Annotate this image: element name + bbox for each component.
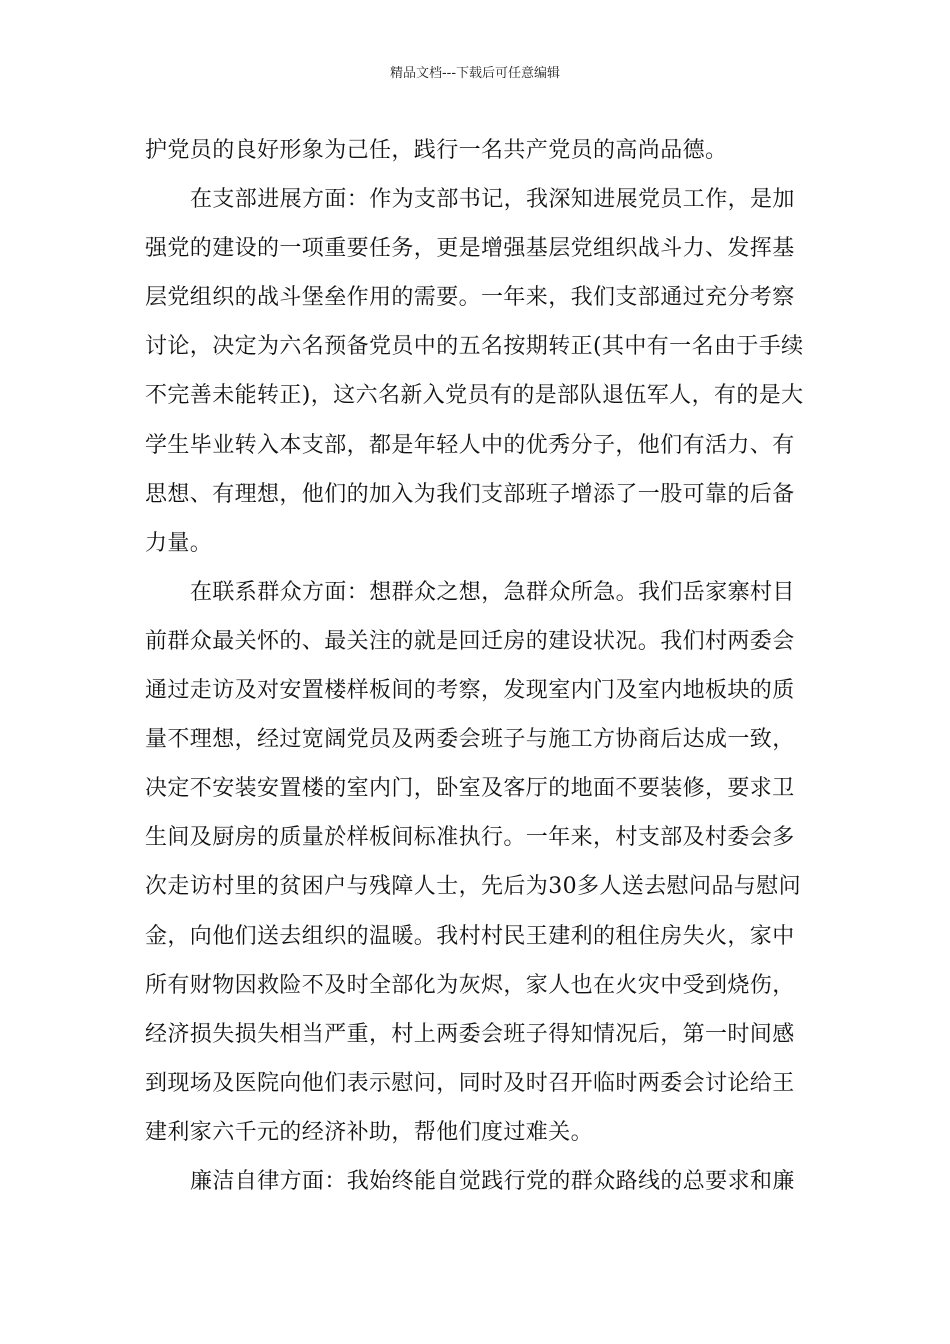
text-line: 到现场及医院向他们表示慰问，同时及时召开临时两委会讨论给王 [145,1070,795,1096]
text-line: 通过走访及对安置楼样板间的考察，发现室内门及室内地板块的质 [145,678,795,704]
text-line: 思想、有理想，他们的加入为我们支部班子增添了一股可靠的后备 [145,481,795,507]
text-line: 层党组织的战斗堡垒作用的需要。一年来，我们支部通过充分考察 [145,285,795,311]
text-line: 强党的建设的一项重要任务，更是增强基层党组织战斗力、发挥基 [145,236,795,262]
text-line: 护党员的良好形象为己任，践行一名共产党员的高尚品德。 [145,138,728,163]
text-line: 所有财物因救险不及时全部化为灰烬，家人也在火灾中受到烧伤， [145,972,795,998]
text-line: 经济损失损失相当严重，村上两委会班子得知情况后，第一时间感 [145,1021,795,1047]
text-line: 生间及厨房的质量於样板间标准执行。一年来，村支部及村委会多 [145,825,795,851]
text-line: 决定不安装安置楼的室内门，卧室及客厅的地面不要装修，要求卫 [145,776,795,802]
document-body [145,126,810,1206]
text-line: 力量。 [145,530,213,556]
paragraph-start-line: 在联系群众方面：想群众之想，急群众所急。我们岳家寨村目 [190,579,795,605]
text-line: 不完善未能转正)，这六名新入党员有的是部队退伍军人，有的是大 [145,383,804,409]
paragraph-start-line: 在支部进展方面：作为支部书记，我深知进展党员工作，是加 [190,187,795,213]
text-line: 量不理想，经过宽阔党员及两委会班子与施工方协商后达成一致， [145,727,795,753]
paragraph-start-line: 廉洁自律方面：我始终能自觉践行党的群众路线的总要求和廉 [190,1168,795,1194]
text-line: 次走访村里的贫困户与残障人士，先后为30多人送去慰问品与慰问 [145,874,801,900]
text-line: 金，向他们送去组织的温暖。我村村民王建利的租住房失火，家中 [145,923,795,949]
page-header: 精品文档---下载后可任意编辑 [389,66,561,81]
text-line: 讨论，决定为六名预备党员中的五名按期转正(其中有一名由于手续 [145,334,804,360]
text-line: 前群众最关怀的、最关注的就是回迁房的建设状况。我们村两委会 [145,628,795,654]
text-line: 学生毕业转入本支部，都是年轻人中的优秀分子，他们有活力、有 [145,432,795,458]
text-line: 建利家六千元的经济补助，帮他们度过难关。 [145,1119,594,1145]
